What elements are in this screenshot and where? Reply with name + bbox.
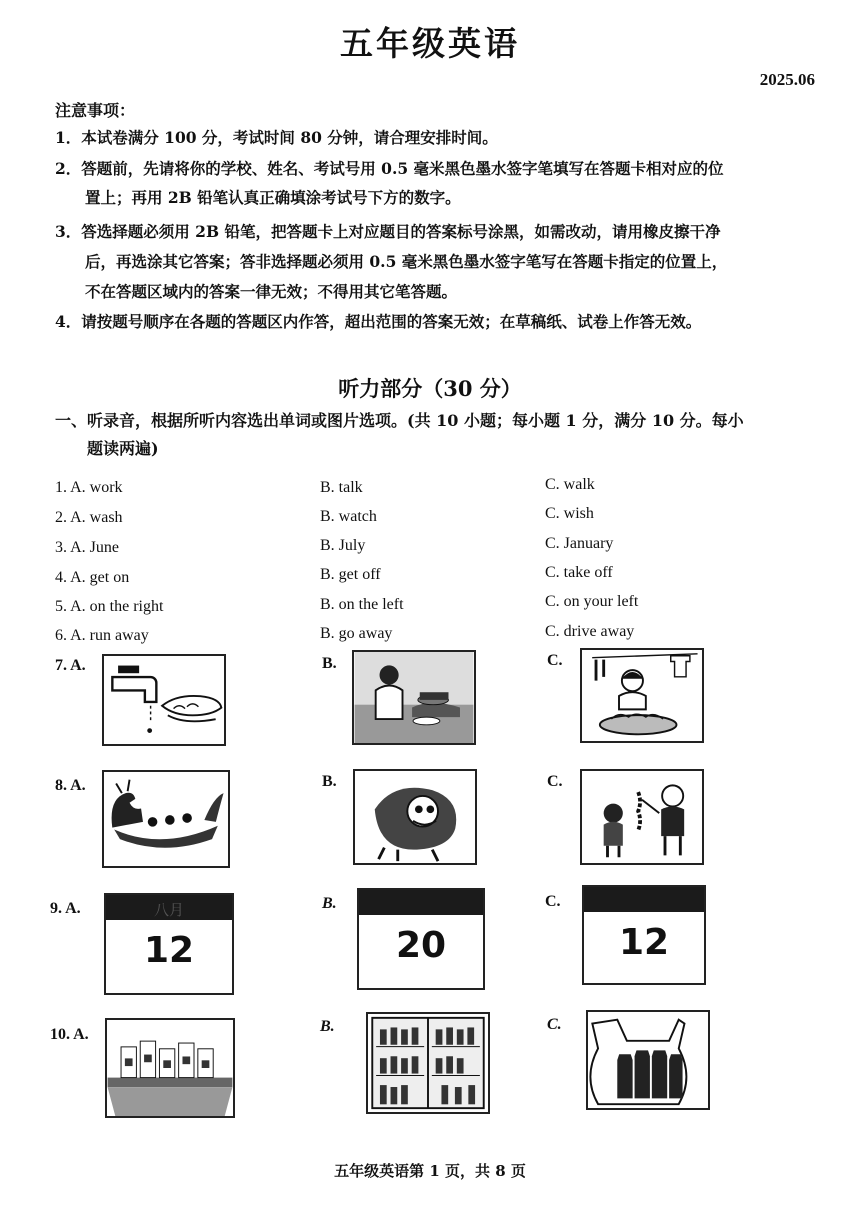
calendar-day-b: 20 xyxy=(395,925,447,967)
q1-option-c: C. walk xyxy=(545,476,595,493)
q9-label-c: C. xyxy=(545,893,561,910)
q9-calendar-a xyxy=(104,893,234,995)
q2-option-a: 2. A. wash xyxy=(55,509,123,526)
q3-option-b: B. July xyxy=(320,537,366,554)
lion-dance-icon xyxy=(355,771,475,863)
firecrackers-icon xyxy=(582,771,702,863)
page-title: 五年级英语 xyxy=(340,24,520,63)
q10-picture-a xyxy=(105,1018,235,1118)
note-3-line-2: 后，再选涂其它答案；答非选择题必须用 0.5 毫米黑色墨水签字笔写在答题卡指定的位置上， xyxy=(85,252,728,271)
q3-option-c: C. January xyxy=(545,535,614,552)
q2-option-c: C. wish xyxy=(545,505,594,522)
q8-picture-c xyxy=(580,769,704,865)
q8-label-b: B. xyxy=(322,773,337,790)
washing-dishes-icon xyxy=(354,652,474,743)
fridge-with-drinks-icon xyxy=(368,1014,488,1112)
part1-instructions-line-2: 题读两遍) xyxy=(87,439,159,458)
note-1-line-1: 1．本试卷满分 100 分，考试时间 80 分钟，请合理安排时间。 xyxy=(55,128,498,147)
q10-picture-c xyxy=(586,1010,710,1110)
q10-label-c: C. xyxy=(547,1016,562,1033)
dragon-boat-icon xyxy=(104,772,228,866)
note-3-line-3: 不在答题区域内的答案一律无效；不得用其它笔答题。 xyxy=(85,282,458,301)
q4-option-c: C. take off xyxy=(545,564,613,581)
q7-label-a: 7. A. xyxy=(55,657,86,674)
q8-picture-a xyxy=(102,770,230,868)
q9-calendar-c xyxy=(582,885,706,985)
part1-instructions xyxy=(55,411,744,459)
listening-section-title: 听力部分（30 分） xyxy=(338,376,522,401)
q6-option-a: 6. A. run away xyxy=(55,627,149,644)
q7-label-b: B. xyxy=(322,655,337,672)
q9-label-a: 9. A. xyxy=(50,900,81,917)
q9-calendar-b xyxy=(357,888,485,990)
q10-label-b: B. xyxy=(320,1018,335,1035)
notes-heading: 注意事项： xyxy=(55,101,136,120)
q1-option-b: B. talk xyxy=(320,479,363,496)
calendar-month-bar xyxy=(359,890,483,915)
q9-label-b: B. xyxy=(322,895,337,912)
q6-option-c: C. drive away xyxy=(545,623,635,640)
calendar-month-a: 八月 xyxy=(153,901,184,919)
q5-option-c: C. on your left xyxy=(545,593,639,610)
washing-hands-icon xyxy=(104,656,224,744)
note-3-line-1: 3．答选择题必须用 2B 铅笔，把答题卡上对应题目的答案标号涂黑，如需改动，请用橡皮擦干净 xyxy=(55,222,721,241)
milk-cartons-on-table-icon xyxy=(107,1020,233,1116)
q10-picture-b xyxy=(366,1012,490,1114)
washing-clothes-icon xyxy=(582,650,702,741)
q7-picture-a xyxy=(102,654,226,746)
calendar-month-bar xyxy=(584,887,704,912)
q4-option-b: B. get off xyxy=(320,566,381,583)
q7-picture-c xyxy=(580,648,704,743)
q7-label-c: C. xyxy=(547,652,563,669)
q8-label-a: 8. A. xyxy=(55,777,86,794)
calendar-day-c: 12 xyxy=(618,921,670,963)
q5-option-b: B. on the left xyxy=(320,596,404,613)
calendar-month-bar xyxy=(106,895,232,920)
q6-option-b: B. go away xyxy=(320,625,393,642)
note-2-line-1: 2．答题前，先请将你的学校、姓名、考试号用 0.5 毫米黑色墨水签字笔填写在答题卡相对应的位 xyxy=(55,159,724,178)
q8-label-c: C. xyxy=(547,773,563,790)
note-4-line-1: 4．请按题号顺序在各题的答题区内作答，超出范围的答案无效；在草稿纸、试卷上作答无效。 xyxy=(55,312,702,331)
bag-of-bottles-icon xyxy=(588,1012,708,1108)
q2-option-b: B. watch xyxy=(320,508,377,525)
part1-instructions-line-1: 一、听录音，根据所听内容选出单词或图片选项。(共 10 小题；每小题 1 分，满分 10 分。每小 xyxy=(55,411,744,430)
q7-picture-b xyxy=(352,650,476,745)
page-footer: 五年级英语第 1 页，共 8 页 xyxy=(334,1162,526,1180)
q1-option-a: 1. A. work xyxy=(55,479,123,496)
q10-label-a: 10. A. xyxy=(50,1026,89,1043)
note-2-line-2: 置上；再用 2B 铅笔认真正确填涂考试号下方的数字。 xyxy=(85,188,461,207)
calendar-day-a: 12 xyxy=(143,930,195,972)
exam-date: 2025.06 xyxy=(759,70,815,89)
q8-picture-b xyxy=(353,769,477,865)
q5-option-a: 5. A. on the right xyxy=(55,598,164,615)
q4-option-a: 4. A. get on xyxy=(55,569,130,586)
q3-option-a: 3. A. June xyxy=(55,539,119,556)
